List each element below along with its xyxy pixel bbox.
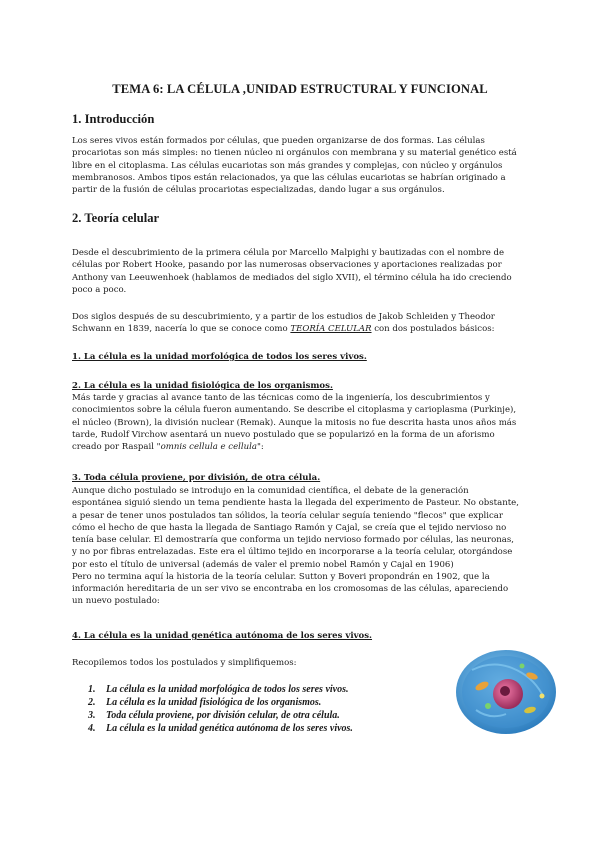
- text-line: células por Robert Hooke, pasando por las numerosas observaciones y aportaciones realizadas por: [72, 260, 502, 271]
- page-title: TEMA 6: LA CÉLULA ,UNIDAD ESTRUCTURAL Y FUNCIONAL: [112, 82, 488, 96]
- text-line: por esto el título de universal (además de valer el premio nobel Ramón y Cajal en 1906): [72, 559, 454, 570]
- recap-line: Recopilemos todos los postulados y simplifiquemos:: [72, 658, 297, 668]
- section-heading-teoria-celular: 2. Teoría celular: [72, 211, 160, 225]
- text-line: y no por fibras entrelazadas. Este era el último tejido en incorporarse a la teoría celular, otorgándose: [72, 547, 513, 558]
- vesicle: [485, 703, 491, 709]
- vesicle: [540, 694, 545, 699]
- text-line: el núcleo (Brown), la división nuclear (Remak). Aunque la mitosis no fue descrita hasta unos años más: [72, 417, 517, 428]
- schleiden-paragraph: [72, 311, 527, 336]
- intro-paragraph: [72, 135, 527, 196]
- text-line: espontánea siguió siendo un tema pendiente hasta la llegada del experimento de Pasteur. No obstante,: [72, 498, 519, 509]
- text-line: membranosos. Ambos tipos están relacionados, ya que las células eucariotas se habrían originado a: [72, 172, 506, 183]
- text-line: libre en el citoplasma. Las células eucariotas son más grandes y complejas, con núcleo y orgánulos: [72, 160, 503, 171]
- text-line: conocimientos sobre la célula fueron aumentando. Se describe el citoplasma y carioplasma (Purkinje),: [72, 405, 517, 416]
- text-line: un nuevo postulado:: [72, 596, 160, 607]
- text-line: Anthony van Leeuwenhoek (hablamos de mediados del siglo XVII), el término célula ha ido creciendo: [72, 272, 512, 283]
- text-line: información hereditaria de un ser vivo se encontraba en los cromosomas de las células, apareciendo: [72, 584, 509, 594]
- text-line: Los seres vivos están formados por células, que pueden organizarse de dos formas. Las células: [72, 136, 485, 146]
- history-paragraph: [72, 247, 527, 296]
- text-line: creado por Raspail "omnis cellula e cellula":: [72, 442, 264, 452]
- list-item: 3. Toda célula proviene, por división celular, de otra célula.: [88, 710, 340, 721]
- postulate-3-paragraph: [72, 485, 527, 608]
- text-line: Más tarde y gracias al avance tanto de las técnicas como de la ingeniería, los descubrimientos y: [72, 393, 490, 403]
- text-line: cómo el hecho de que hasta la llegada de Santiago Ramón y Cajal, se creía que el tejido nervioso no: [72, 522, 507, 533]
- aforismo-text: omnis cellula e cellula: [160, 442, 257, 452]
- teoria-celular-link[interactable]: TEORÍA CELULAR: [290, 324, 372, 335]
- text-line: a pesar de tener unos postulados tan sólidos, la teoría celular seguía teniendo "flecos" que explicar: [72, 510, 503, 521]
- list-item: 4. La célula es la unidad genética autónoma de los seres vivos.: [88, 723, 353, 734]
- postulate-4: 4. La célula es la unidad genética autónoma de los seres vivos.: [72, 631, 373, 641]
- summary-list: [88, 683, 448, 735]
- text-line: Schwann en 1839, nacería lo que se conoce como TEORÍA CELULAR con dos postulados básicos:: [72, 324, 495, 335]
- text-line: Pero no termina aquí la historia de la teoría celular. Sutton y Boveri propondrán en 1902, que la: [72, 571, 490, 582]
- text-line: partir de la fusión de células procariotas especializadas, dando lugar a sus orgánulos.: [72, 185, 445, 195]
- section-heading-introduccion: 1. Introducción: [72, 112, 155, 126]
- vesicle: [520, 664, 525, 669]
- cell-illustration: [442, 640, 574, 740]
- list-item: 1. La célula es la unidad morfológica de todos los seres vivos.: [88, 684, 349, 695]
- text-line: Aunque dicho postulado se introdujo en la comunidad científica, el debate de la generación: [72, 486, 469, 496]
- postulate-1: 1. La célula es la unidad morfológica de todos los seres vivos.: [72, 352, 367, 362]
- list-item: 2. La célula es la unidad fisiológica de los organismos.: [88, 697, 322, 708]
- text-line: tenía base celular. El demostraría que conforma un tejido nervioso formado por células, las neuronas,: [72, 535, 514, 545]
- nucleolus: [500, 686, 510, 696]
- text-line: poco a poco.: [72, 284, 127, 295]
- text-line: Dos siglos después de su descubrimiento, y a partir de los estudios de Jakob Schleiden y Theodor: [72, 312, 495, 322]
- text-line: Desde el descubrimiento de la primera célula por Marcello Malpighi y bautizadas con el nombre de: [72, 248, 505, 258]
- text-line: procariotas son más simples: no tienen núcleo ni orgánulos con membrana y su material genético está: [72, 148, 517, 159]
- postulate-2: 2. La célula es la unidad fisiológica de los organismos.: [72, 381, 333, 391]
- text-line: tarde, Rudolf Virchow asentará un nuevo postulado que se popularizó en la forma de un aforismo: [72, 429, 495, 440]
- postulate-2-paragraph: [72, 392, 527, 453]
- postulate-3: 3. Toda célula proviene, por división, de otra célula.: [72, 473, 321, 483]
